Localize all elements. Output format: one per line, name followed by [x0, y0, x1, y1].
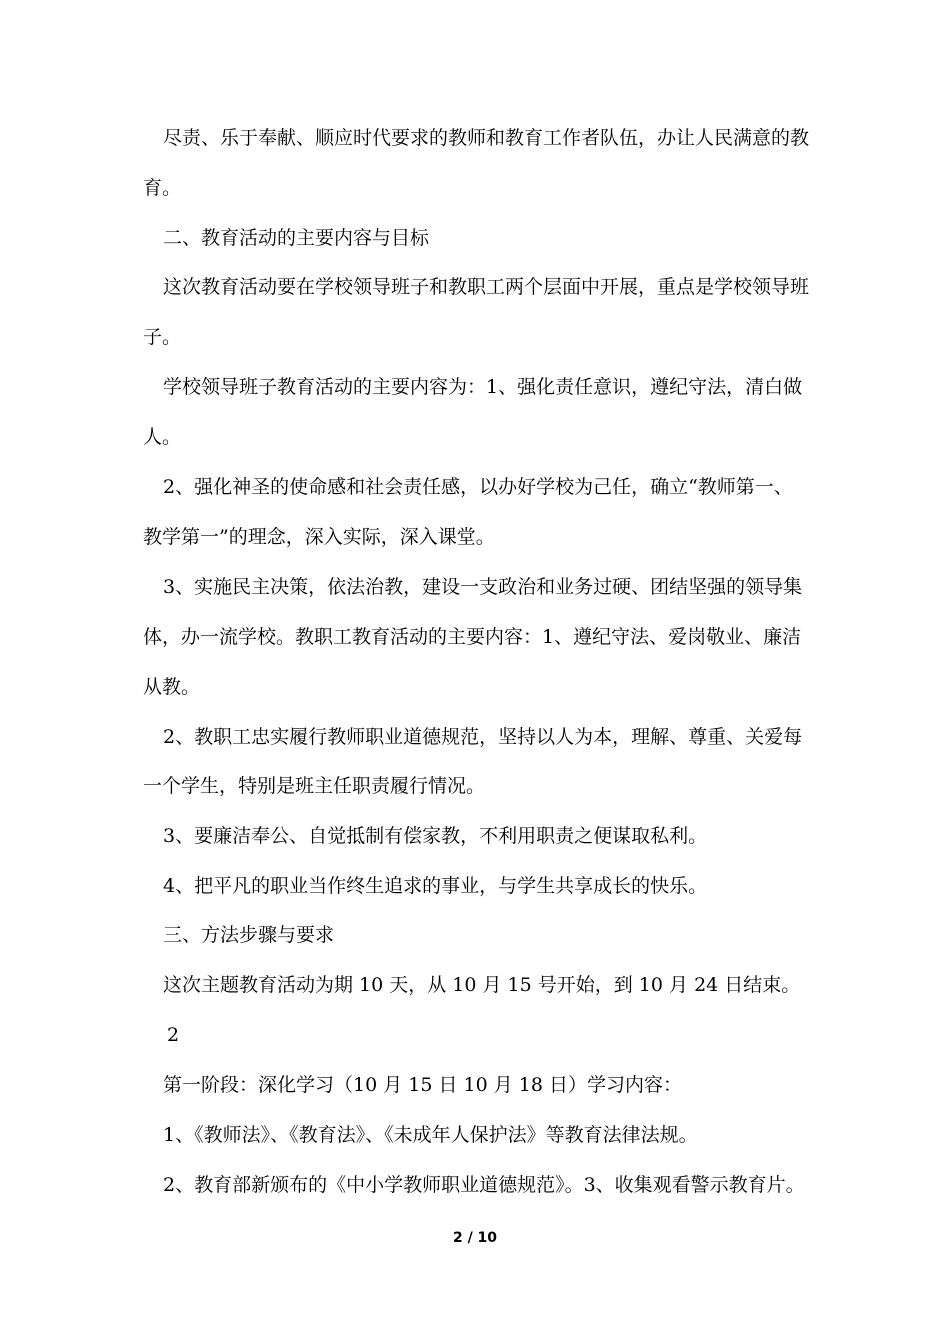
text-line: 2、教育部新颁布的《中小学教师职业道德规范》。3、收集观看警示教育片。 — [163, 1174, 805, 1196]
text-line: 这次教育活动要在学校领导班子和教职工两个层面中开展，重点是学校领导班 — [163, 276, 810, 298]
text-line: 人。 — [143, 426, 182, 448]
text-line: 2、强化神圣的使命感和社会责任感，以办好学校为己任，确立“教师第一、 — [163, 476, 793, 498]
text-line: 从教。 — [143, 676, 201, 698]
text-line: 尽责、乐于奉献、顺应时代要求的教师和教育工作者队伍，办让人民满意的教 — [163, 127, 810, 149]
section-heading: 二、教育活动的主要内容与目标 — [163, 227, 430, 249]
inline-page-number: 2 — [167, 1024, 180, 1046]
page-indicator: 2 / 10 — [452, 1230, 498, 1246]
section-heading: 三、方法步骤与要求 — [163, 924, 335, 946]
text-line: 教学第一”的理念，深入实际，深入课堂。 — [143, 526, 495, 548]
text-line: 3、要廉洁奉公、自觉抵制有偿家教，不利用职责之便谋取私利。 — [163, 825, 708, 847]
text-line: 子。 — [143, 326, 182, 348]
text-line: 3、实施民主决策，依法治教，建设一支政治和业务过硬、团结坚强的领导集 — [163, 576, 803, 598]
text-line: 这次主题教育活动为期 10 天，从 10 月 15 号开始，到 10 月 24 日结束。 — [163, 974, 801, 996]
text-line: 学校领导班子教育活动的主要内容为：1、强化责任意识，遵纪守法，清白做 — [163, 376, 803, 398]
text-line: 2、教职工忠实履行教师职业道德规范，坚持以人为本，理解、尊重、关爱每 — [163, 726, 803, 748]
text-line: 4、把平凡的职业当作终生追求的事业，与学生共享成长的快乐。 — [163, 875, 708, 897]
text-line: 第一阶段：深化学习（10 月 15 日 10 月 18 日）学习内容： — [163, 1074, 682, 1096]
text-line: 体，办一流学校。教职工教育活动的主要内容：1、遵纪守法、爱岗敬业、廉洁 — [143, 626, 802, 648]
text-line: 一个学生，特别是班主任职责履行情况。 — [143, 775, 486, 797]
text-line: 育。 — [143, 177, 182, 199]
text-line: 1、《教师法》、《教育法》、《未成年人保护法》等教育法律法规。 — [163, 1124, 698, 1146]
